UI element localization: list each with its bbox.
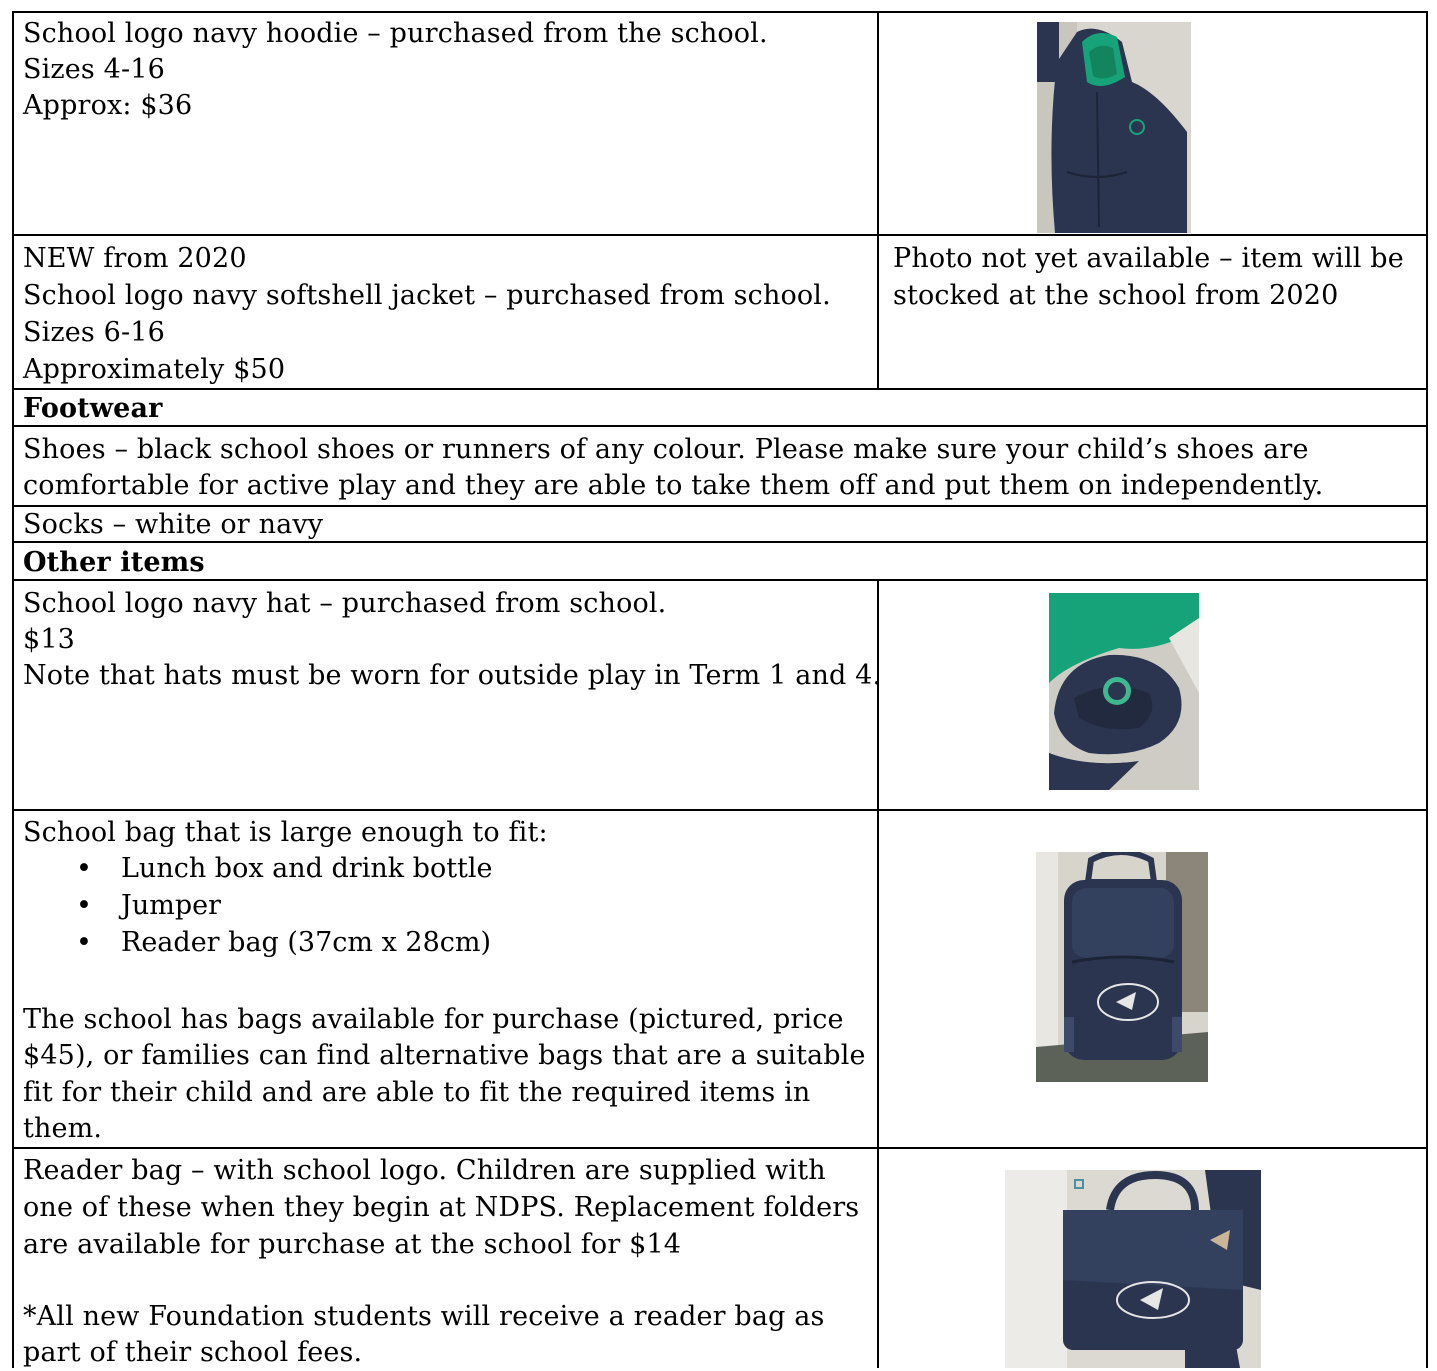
section-heading-other-items: Other items — [23, 547, 205, 578]
list-item — [23, 887, 493, 924]
bullet-glyph: • — [76, 927, 92, 958]
school-bag-paragraph: fit for their child and are able to fit the required items in — [23, 1077, 811, 1108]
school-bag-list — [23, 850, 493, 961]
bullet-glyph: • — [76, 890, 92, 921]
hoodie-price: Approx: $36 — [23, 90, 193, 121]
softshell-line: School logo navy softshell jacket – purchased from school. — [23, 280, 831, 311]
row-divider — [12, 809, 1428, 811]
list-item-text: Lunch box and drink bottle — [121, 853, 493, 884]
row-divider — [12, 1147, 1428, 1149]
list-item — [23, 924, 493, 961]
list-item-text: Reader bag (37cm x 28cm) — [121, 927, 492, 958]
column-divider — [877, 579, 879, 1368]
row-divider — [12, 579, 1428, 581]
school-bag-paragraph: The school has bags available for purchase (pictured, price — [23, 1004, 844, 1035]
reader-bag-note: *All new Foundation students will receive a reader bag as — [23, 1301, 825, 1332]
reader-bag-note: part of their school fees. — [23, 1337, 363, 1368]
softshell-photo-note: Photo not yet available – item will be — [893, 243, 1404, 274]
list-item-text: Jumper — [121, 890, 221, 921]
table-border-left — [12, 11, 14, 1368]
reader-bag-line: one of these when they begin at NDPS. Replacement folders — [23, 1192, 860, 1223]
hat-line: School logo navy hat – purchased from school. — [23, 588, 667, 619]
hat-note: Note that hats must be worn for outside play in Term 1 and 4. — [23, 660, 882, 691]
bullet-glyph: • — [76, 853, 92, 884]
list-item — [23, 850, 493, 887]
column-divider — [877, 11, 879, 390]
softshell-price: Approximately $50 — [23, 354, 286, 385]
hoodie-line: School logo navy hoodie – purchased from the school. — [23, 18, 768, 49]
table-border-right — [1426, 11, 1428, 1368]
section-heading-footwear: Footwear — [23, 393, 163, 424]
row-divider — [12, 425, 1428, 427]
softshell-new: NEW from 2020 — [23, 243, 247, 274]
shoes-line: Shoes – black school shoes or runners of any colour. Please make sure your child’s shoes are — [23, 434, 1309, 465]
table-border-top — [12, 11, 1428, 13]
softshell-sizes: Sizes 6-16 — [23, 317, 165, 348]
navy-hoodie-photo — [1037, 22, 1191, 233]
softshell-photo-note: stocked at the school from 2020 — [893, 280, 1339, 311]
socks-line: Socks – white or navy — [23, 509, 324, 540]
hoodie-sizes: Sizes 4-16 — [23, 54, 165, 85]
reader-bag-line: are available for purchase at the school for $14 — [23, 1229, 682, 1260]
reader-bag-line: Reader bag – with school logo. Children are supplied with — [23, 1155, 826, 1186]
school-backpack-photo — [1036, 852, 1208, 1082]
school-bag-paragraph: them. — [23, 1113, 103, 1144]
reader-bag-photo — [1005, 1170, 1261, 1368]
row-divider — [12, 388, 1428, 390]
school-bag-paragraph: $45), or families can find alternative bags that are a suitable — [23, 1040, 866, 1071]
shoes-line: comfortable for active play and they are able to take them off and put them on independently. — [23, 470, 1324, 501]
hat-price: $13 — [23, 624, 75, 655]
school-bag-intro: School bag that is large enough to fit: — [23, 817, 548, 848]
navy-hat-photo — [1049, 593, 1199, 790]
row-divider — [12, 234, 1428, 236]
